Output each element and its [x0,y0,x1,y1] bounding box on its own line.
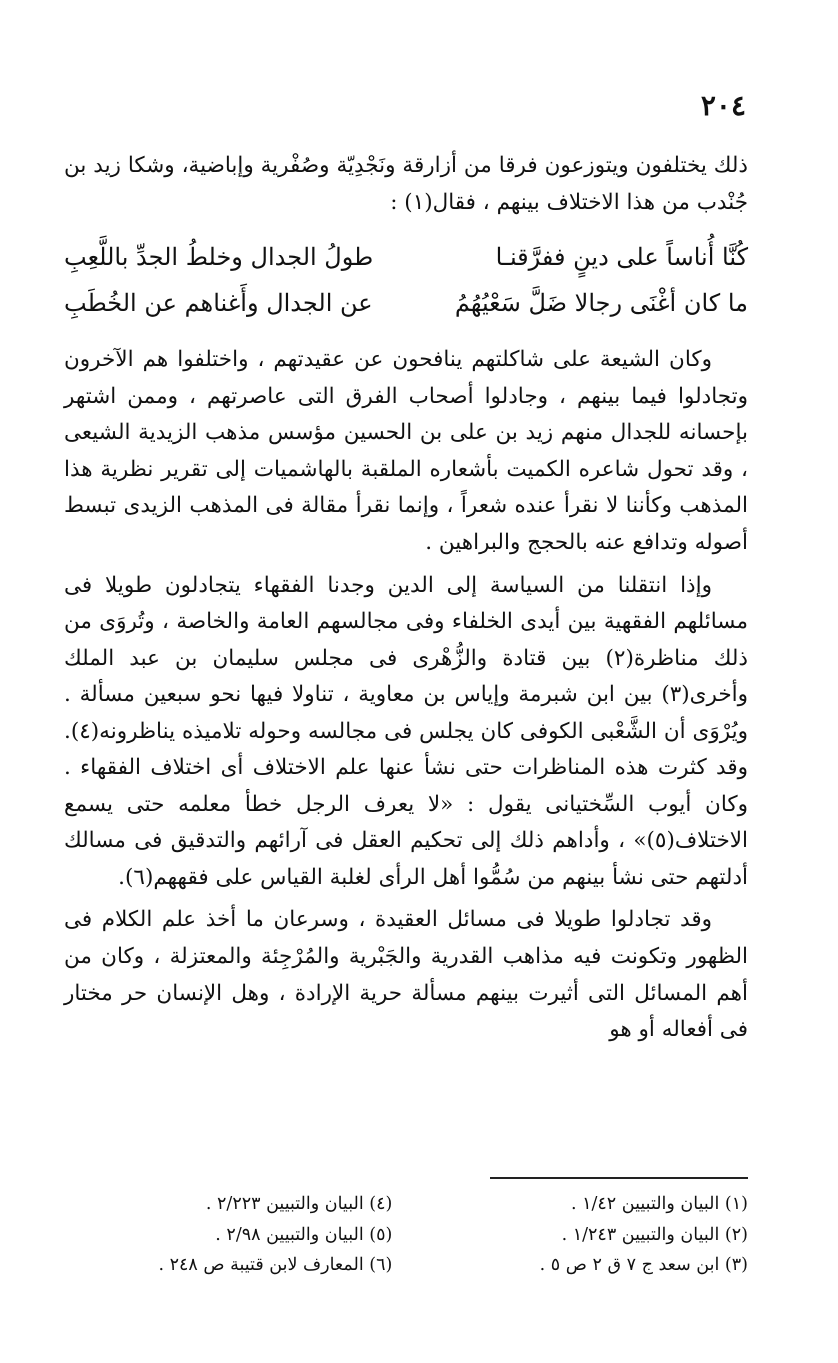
footnotes [64,1177,748,1281]
verse-2-second-hemistich: عن الجدال وأَغناهم عن الخُطَبِ [64,288,373,317]
footnote-1: (١) البيان والتبيين ١/٤٢ . [570,1194,748,1214]
paragraph-2: وكان الشيعة على شاكلتهم ينافحون عن عقيدتهم ، واختلفوا هم الآخرون وتجادلوا فيما بينهم ، وجادلوا أصحاب الفرق التى عاصرتهم ، وممن اشتهر بإحسانه للجدال منهم زيد بن على بن الحسين مؤسس مذهب الزيدية الشيعى ، وقد تحول شاعره الكميت بأشعاره الملقبة بالهاشميات إلى تقرير نظرية هذا المذهب وكأننا لا نقرأ عنده شعراً ، وإنما نقرأ مقالة فى المذهب الزيدى تبسط أصوله وتدافع عنه بالحجج والبراهين . [64,347,748,556]
footnote-4: (٤) البيان والتبيين ٢/٢٢٣ . [205,1194,393,1214]
footnote-separator [490,1177,748,1179]
verse-line-1 [64,235,748,281]
footnote-column-right [420,1189,748,1281]
paragraph-4: وقد تجادلوا طويلا فى مسائل العقيدة ، وسرعان ما أخذ علم الكلام فى الظهور وتكونت فيه مذاهب القدرية والجَبْرية والمُرْجِئة والمعتزلة ، وكان من أهم المسائل التى أثيرت بينهم مسألة حرية الإرادة ، وهل الإنسان حر مختار فى أفعاله أو هو [64,907,748,1043]
paragraph-1: ذلك يختلفون ويتوزعون فرقا من أزارقة ونَجْدِيّة وصُفْرية وإباضية، وشكا زيد بن جُنْدب من هذا الاختلاف بينهم ، فقال(١) : [64,153,748,215]
verse-1-first-hemistich: كُنَّا أُناساً على دينٍ ففرَّقنـا [495,243,748,272]
footnote-column-left [64,1189,392,1281]
footnote-2: (٢) البيان والتبيين ١/٢٤٣ . [561,1224,748,1245]
body-text [64,148,748,1049]
page-number: ٢٠٤ [700,89,746,122]
verse-2-first-hemistich: ما كان أغْنَى رجالا ضَلَّ سَعْيُهُمُ [454,288,748,317]
footnote-3: (٣) ابن سعد ج ٧ ق ٢ ص ٥ . [539,1255,748,1276]
poem [64,235,748,326]
verse-1-second-hemistich: طولُ الجدال وخلطُ الجدِّ باللَّعِبِ [64,243,374,272]
footnote-5: (٥) البيان والتبيين ٢/٩٨ . [215,1224,393,1245]
verse-line-2 [64,281,748,327]
footnote-6: (٦) المعارف لابن قتيبة ص ٢٤٨ . [158,1255,393,1276]
paragraph-3: وإذا انتقلنا من السياسة إلى الدين وجدنا الفقهاء يتجادلون طويلا فى مسائلهم الفقهية بين أيدى الخلفاء وفى مجالسهم العامة والخاصة ، وتُروَى من ذلك مناظرة(٢) بين قتادة والزُّهْرى فى مجلس سليمان بن عبد الملك وأخرى(٣) بين ابن شبرمة وإياس بن معاوية ، تناولا فيها نحو سبعين مسألة . ويُرْوَى أن الشَّعْبى الكوفى كان يجلس فى مجالسه وحوله تلاميذه يناظرونه(٤). وقد كثرت هذه المناظرات حتى نشأ عنها علم الاختلاف أى اختلاف الفقهاء . وكان أيوب السِّختيانى يقول : «لا يعرف الرجل خطأ معلمه حتى يسمع الاختلاف(٥)» ، وأداهم ذلك إلى تحكيم العقل فى آرائهم والتدقيق فى مسالك أدلتهم حتى نشأ بينهم من سُمُّوا أهل الرأى لغلبة القياس على فقههم(٦). [64,572,748,890]
footnote-columns [64,1189,748,1281]
